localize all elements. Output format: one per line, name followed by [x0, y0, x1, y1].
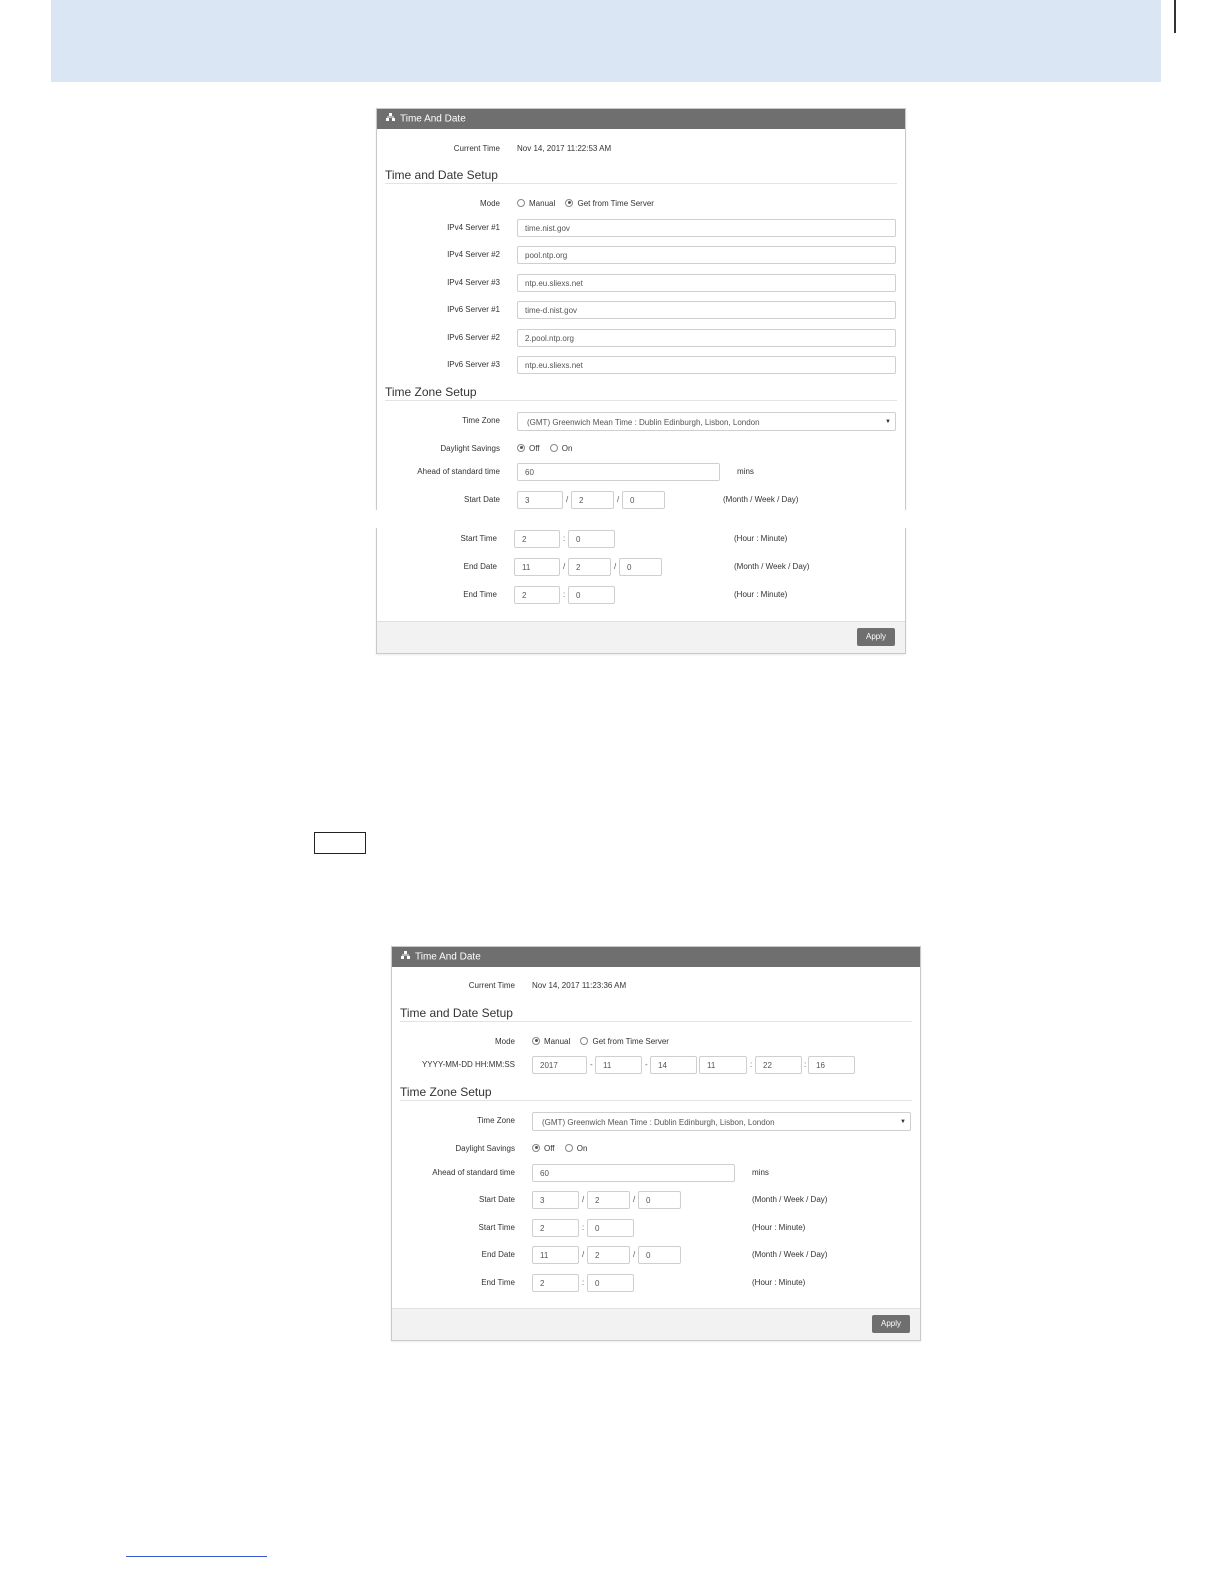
dst-radio-group — [517, 439, 580, 459]
panel-header — [392, 947, 920, 967]
colon: : — [750, 1060, 753, 1069]
datetime-format-label: YYYY-MM-DD HH:MM:SS — [421, 1060, 515, 1069]
ahead-label: Ahead of standard time — [417, 467, 500, 476]
end-time-label: End Time — [463, 590, 497, 599]
page-edge-rule — [1174, 0, 1176, 33]
hour-input[interactable]: 11 — [699, 1056, 747, 1074]
ahead-input[interactable]: 60 — [532, 1164, 735, 1182]
ipv4-server-1-label: IPv4 Server #1 — [447, 223, 500, 232]
current-time-label: Current Time — [468, 981, 515, 990]
second-input[interactable]: 16 — [808, 1056, 855, 1074]
slash: / — [582, 1250, 585, 1259]
time-zone-label: Time Zone — [477, 1116, 515, 1125]
section-divider — [400, 1100, 912, 1101]
section-time-date-setup: Time and Date Setup — [400, 1006, 513, 1020]
panel-header — [377, 109, 905, 129]
start-date-month[interactable]: 3 — [532, 1191, 579, 1209]
dst-radio-group — [532, 1139, 595, 1159]
date-format-hint: (Month / Week / Day) — [752, 1195, 828, 1204]
date-format-hint: (Month / Week / Day) — [723, 495, 799, 504]
dst-on-option[interactable]: On — [550, 444, 573, 453]
end-date-month[interactable]: 11 — [514, 558, 560, 576]
end-time-hour[interactable]: 2 — [514, 586, 560, 604]
time-zone-select[interactable] — [532, 1112, 911, 1131]
section-time-zone-setup: Time Zone Setup — [385, 385, 477, 399]
ipv4-server-2-label: IPv4 Server #2 — [447, 250, 500, 259]
slash: / — [614, 562, 617, 571]
end-date-week[interactable]: 2 — [587, 1246, 630, 1264]
start-date-label: Start Date — [478, 1195, 515, 1204]
end-date-label: End Date — [481, 1250, 515, 1259]
section-time-zone-setup: Time Zone Setup — [400, 1085, 492, 1099]
apply-button[interactable]: Apply — [872, 1315, 910, 1333]
mode-server-option[interactable]: Get from Time Server — [565, 199, 653, 208]
ahead-unit: mins — [737, 467, 754, 476]
slash: / — [566, 495, 569, 504]
radio-icon[interactable] — [517, 199, 525, 207]
empty-bordered-box — [314, 832, 366, 854]
end-date-month[interactable]: 11 — [532, 1246, 579, 1264]
colon: : — [582, 1278, 585, 1287]
mode-radio-group — [517, 194, 662, 214]
caret-down-icon: ▼ — [885, 419, 891, 425]
mode-manual-option[interactable]: Manual — [517, 199, 555, 208]
end-date-day[interactable]: 0 — [619, 558, 662, 576]
ipv6-server-3-label: IPv6 Server #3 — [447, 360, 500, 369]
end-time-minute[interactable]: 0 — [568, 586, 615, 604]
ipv6-server-2-input[interactable]: 2.pool.ntp.org — [517, 329, 896, 347]
panel-title: Time And Date — [415, 951, 481, 963]
ahead-unit: mins — [752, 1168, 769, 1177]
mode-label: Mode — [494, 1037, 515, 1046]
time-format-hint: (Hour : Minute) — [752, 1223, 806, 1232]
mode-label: Mode — [479, 199, 500, 208]
section-divider — [400, 1021, 912, 1022]
month-input[interactable]: 11 — [595, 1056, 642, 1074]
colon: : — [563, 590, 566, 599]
time-zone-label: Time Zone — [462, 416, 500, 425]
current-time-label: Current Time — [453, 144, 500, 153]
ipv4-server-3-label: IPv4 Server #3 — [447, 278, 500, 287]
section-time-date-setup: Time and Date Setup — [385, 168, 498, 182]
start-date-day[interactable]: 0 — [638, 1191, 681, 1209]
colon: : — [563, 534, 566, 543]
ahead-label: Ahead of standard time — [432, 1168, 515, 1177]
panel-title: Time And Date — [400, 113, 466, 125]
radio-icon[interactable] — [580, 1037, 588, 1045]
start-time-hour[interactable]: 2 — [514, 530, 560, 548]
end-time-minute[interactable]: 0 — [587, 1274, 634, 1292]
end-date-label: End Date — [463, 562, 497, 571]
current-time-value: Nov 14, 2017 11:22:53 AM — [517, 144, 612, 153]
time-zone-value: (GMT) Greenwich Mean Time : Dublin Edinburgh, Lisbon, London — [542, 1118, 775, 1127]
ipv4-server-3-input[interactable]: ntp.eu.sliexs.net — [517, 274, 896, 292]
start-time-minute[interactable]: 0 — [587, 1219, 634, 1237]
end-date-day[interactable]: 0 — [638, 1246, 681, 1264]
footnote-link-underline — [126, 1556, 267, 1557]
slash: / — [582, 1195, 585, 1204]
current-time-value: Nov 14, 2017 11:23:36 AM — [532, 981, 627, 990]
colon: : — [582, 1223, 585, 1232]
end-time-label: End Time — [481, 1278, 515, 1287]
section-divider — [385, 183, 897, 184]
sitemap-icon — [401, 947, 410, 967]
dst-off-option[interactable]: Off — [532, 1144, 555, 1153]
radio-checked-icon[interactable] — [532, 1037, 540, 1045]
day-input[interactable]: 14 — [650, 1056, 697, 1074]
panel-footer — [377, 621, 905, 653]
end-time-hour[interactable]: 2 — [532, 1274, 579, 1292]
dash: - — [590, 1060, 593, 1069]
dst-off-option[interactable]: Off — [517, 444, 540, 453]
radio-checked-icon[interactable] — [565, 199, 573, 207]
dash: - — [645, 1060, 648, 1069]
start-date-week[interactable]: 2 — [571, 491, 614, 509]
start-time-minute[interactable]: 0 — [568, 530, 615, 548]
dst-on-option[interactable]: On — [565, 1144, 588, 1153]
start-date-label: Start Date — [463, 495, 500, 504]
year-input[interactable]: 2017 — [532, 1056, 587, 1074]
slash: / — [633, 1195, 636, 1204]
section-divider — [385, 400, 897, 401]
caret-down-icon: ▼ — [900, 1119, 906, 1125]
time-format-hint: (Hour : Minute) — [752, 1278, 806, 1287]
radio-checked-icon[interactable] — [532, 1144, 540, 1152]
start-time-label: Start Time — [460, 534, 497, 543]
time-and-date-panel-1 — [376, 108, 906, 654]
radio-checked-icon[interactable] — [517, 444, 525, 452]
minute-input[interactable]: 22 — [755, 1056, 802, 1074]
screenshot-crop-gap — [360, 510, 920, 528]
start-date-month[interactable]: 3 — [517, 491, 563, 509]
mode-radio-group — [532, 1032, 677, 1052]
end-date-week[interactable]: 2 — [568, 558, 611, 576]
date-format-hint: (Month / Week / Day) — [734, 562, 810, 571]
start-time-hour[interactable]: 2 — [532, 1219, 579, 1237]
apply-button[interactable]: Apply — [857, 628, 895, 646]
ipv6-server-1-label: IPv6 Server #1 — [447, 305, 500, 314]
ipv6-server-1-input[interactable]: time-d.nist.gov — [517, 301, 896, 319]
start-date-day[interactable]: 0 — [622, 491, 665, 509]
daylight-savings-label: Daylight Savings — [440, 444, 500, 453]
ipv4-server-2-input[interactable]: pool.ntp.org — [517, 246, 896, 264]
slash: / — [617, 495, 620, 504]
slash: / — [563, 562, 566, 571]
radio-icon[interactable] — [565, 1144, 573, 1152]
colon: : — [804, 1060, 807, 1069]
ipv6-server-3-input[interactable]: ntp.eu.sliexs.net — [517, 356, 896, 374]
date-format-hint: (Month / Week / Day) — [752, 1250, 828, 1259]
time-zone-value: (GMT) Greenwich Mean Time : Dublin Edinburgh, Lisbon, London — [527, 418, 760, 427]
time-zone-select[interactable] — [517, 412, 896, 431]
time-format-hint: (Hour : Minute) — [734, 534, 788, 543]
start-time-label: Start Time — [478, 1223, 515, 1232]
ipv4-server-1-input[interactable]: time.nist.gov — [517, 219, 896, 237]
mode-server-option[interactable]: Get from Time Server — [580, 1037, 668, 1046]
mode-manual-option[interactable]: Manual — [532, 1037, 570, 1046]
daylight-savings-label: Daylight Savings — [455, 1144, 515, 1153]
slash: / — [633, 1250, 636, 1259]
start-date-week[interactable]: 2 — [587, 1191, 630, 1209]
time-and-date-panel-2 — [391, 946, 921, 1341]
panel-footer — [392, 1308, 920, 1340]
ipv6-server-2-label: IPv6 Server #2 — [447, 333, 500, 342]
sitemap-icon — [386, 109, 395, 129]
ahead-input[interactable]: 60 — [517, 463, 720, 481]
radio-icon[interactable] — [550, 444, 558, 452]
document-header-band — [51, 0, 1161, 82]
time-format-hint: (Hour : Minute) — [734, 590, 788, 599]
